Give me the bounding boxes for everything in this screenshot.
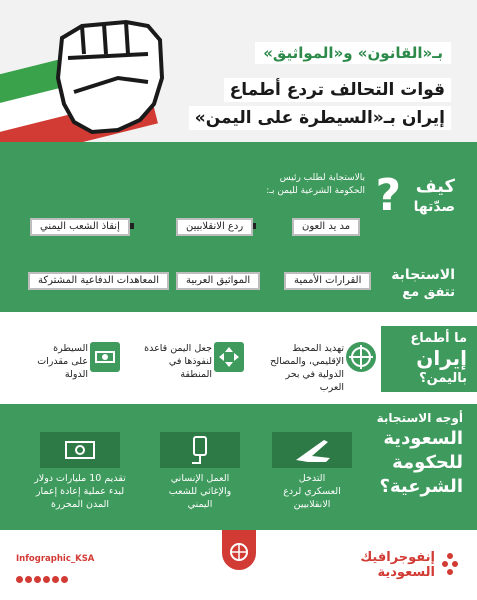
how-title-2: صدّتها [413, 199, 455, 215]
globe-icon [222, 530, 256, 570]
ambition-1-line2: الإقليمي، والمصالح [270, 356, 344, 367]
header-title-line2: إيران بـ«السيطرة على اليمن» [189, 106, 451, 130]
aspects-title-3: للحكومة [392, 452, 463, 473]
ambition-item-2 [132, 342, 212, 381]
aspect-2-line3: اليمني [187, 499, 213, 510]
ambition-2-line3: المنطقة [180, 369, 212, 380]
social-icon[interactable] [16, 576, 23, 583]
aspect-2-line1: العمل الإنساني [170, 473, 230, 484]
fighter-jet-icon [272, 432, 352, 468]
aspects-title-2: السعودية [383, 428, 463, 449]
how-note-line1: بالاستجابة لطلب رئيس [279, 173, 365, 183]
consistent-title-2: تتفق مع [402, 285, 455, 300]
aspect-1-line1: التدخل [298, 473, 326, 484]
aspects-title-1: أوجه الاستجابة [376, 411, 463, 425]
consistent-item-2: المواثيق العربية [176, 272, 260, 290]
expand-arrows-icon [214, 342, 244, 372]
social-icon[interactable] [61, 576, 68, 583]
footer-red-tab [222, 530, 256, 570]
ambition-item-3 [28, 342, 88, 381]
ambitions-section [0, 312, 477, 404]
header-title-line1: قوات التحالف تردع أطماع [224, 78, 451, 102]
aspect-1-line3: الانقلابيين [293, 499, 331, 510]
aspect-3-line2: لبدء عملية إعادة إعمار [35, 486, 125, 497]
ambitions-title-1: ما أطماع [410, 331, 467, 346]
social-icons [16, 568, 76, 576]
how-title-1: كيف [415, 176, 455, 197]
ambitions-title-2: إيران [416, 346, 467, 370]
aspect-3-line1: تقديم 10 مليارات دولار [34, 473, 126, 484]
aspect-2-line2: والإغاثي للشعب [168, 486, 232, 497]
ambition-1-line3: الدولية في بحر العرب [285, 369, 344, 393]
ambition-3-line3: الدولة [64, 369, 88, 380]
ambition-item-1 [262, 342, 344, 394]
ambition-3-line2: على مقدرات [37, 356, 88, 367]
social-handle[interactable]: Infographic_KSA [16, 554, 95, 564]
ambition-3-line1: السيطرة [53, 343, 88, 354]
aspect-3-line3: المدن المحررة [51, 499, 109, 510]
header [0, 0, 477, 142]
aspect-1-line2: العسكري لردع [283, 486, 341, 497]
how-note-line2: الحكومة الشرعية لليمن بـ: [266, 186, 365, 196]
aspect-item-1 [262, 472, 362, 511]
how-item-2: ردع الانقلابيين [176, 218, 253, 236]
how-section [0, 142, 477, 312]
money-icon [90, 342, 120, 372]
brand-dots-icon [441, 552, 459, 576]
iv-drip-icon [160, 432, 240, 468]
social-icon[interactable] [43, 576, 50, 583]
question-mark-icon: ? [375, 170, 401, 221]
ambition-2-line1: جعل اليمن قاعدة [144, 343, 212, 354]
consistent-item-3: المعاهدات الدفاعية المشتركة [28, 272, 169, 290]
brand-logo [360, 550, 435, 580]
header-subtitle: بـ«القانون» و«المواثيق» [255, 42, 451, 64]
aspect-item-2 [150, 472, 250, 511]
brand-line2: السعودية [377, 565, 435, 580]
ambitions-title-3: باليمن؟ [419, 371, 467, 386]
how-note [225, 172, 365, 198]
consistent-item-1: القرارات الأممية [284, 272, 371, 290]
aspects-title-4: الشرعية؟ [379, 476, 463, 497]
crosshair-icon [346, 342, 376, 372]
aspect-item-3 [12, 472, 148, 511]
banknote-icon [40, 432, 120, 468]
brand-line1: إنفوجرافيك [360, 550, 435, 565]
how-item-3: إنقاذ الشعب اليمني [30, 218, 130, 236]
consistent-title-1: الاستجابة [391, 267, 455, 283]
fist-icon [48, 8, 170, 136]
aspects-section [0, 404, 477, 530]
ambition-1-line1: تهديد المحيط [292, 343, 344, 354]
how-item-1: مد يد العون [292, 218, 360, 236]
ambition-2-line2: لنفوذها في [168, 356, 212, 367]
footer [0, 530, 477, 600]
social-icon[interactable] [34, 576, 41, 583]
social-icon[interactable] [52, 576, 59, 583]
social-icon[interactable] [25, 576, 32, 583]
